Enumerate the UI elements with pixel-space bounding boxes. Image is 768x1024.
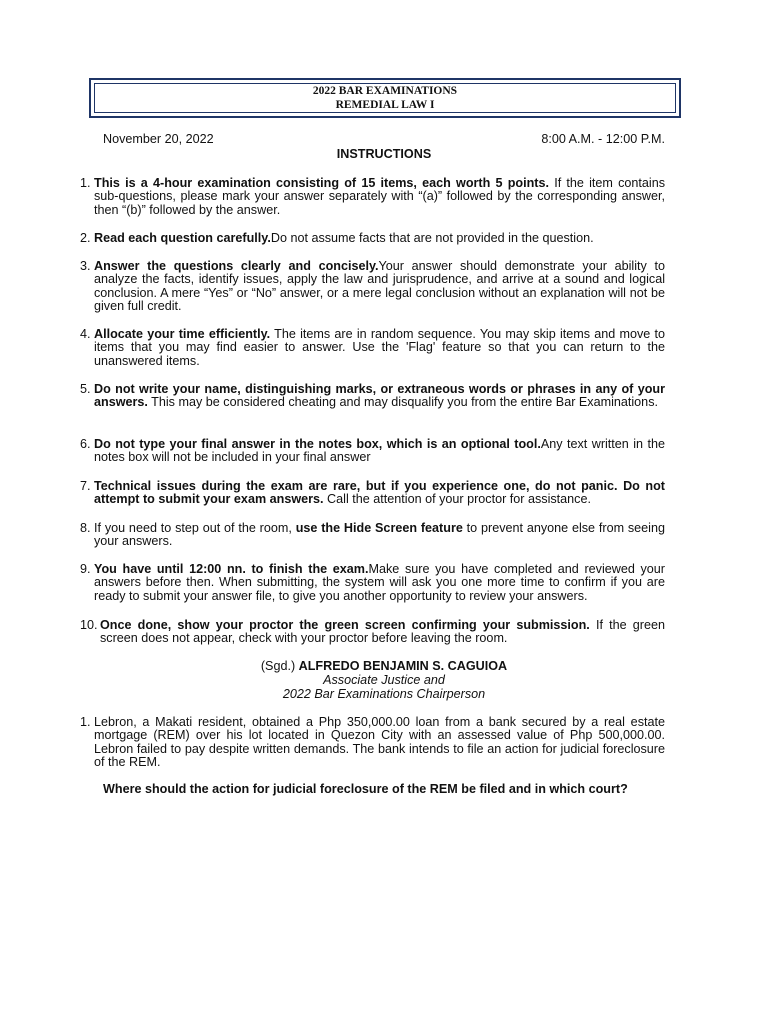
- item-number: 8.: [80, 521, 91, 535]
- item-number: 9.: [80, 562, 91, 576]
- item-text: The items are in random sequence. You may skip items and move to items that you may find easier to answer. Use the 'Flag' feature so that you can return to the unanswered items.: [94, 327, 665, 368]
- question-number: 1.: [80, 715, 91, 729]
- item-text: Any text written in the notes box will not be included in your final answer: [94, 437, 665, 465]
- instruction-item: [80, 328, 665, 368]
- signatory-title: Associate Justice and: [323, 673, 445, 687]
- signatory-name: ALFREDO BENJAMIN S. CAGUIOA: [298, 659, 508, 673]
- item-number: 1.: [80, 176, 91, 190]
- item-text: If the item contains sub-questions, please mark your answer separately with “(a)” followed by the corresponding answer, then “(b)” followed by the answer.: [94, 176, 666, 217]
- exam-time: 8:00 A.M. - 12:00 P.M.: [541, 132, 665, 146]
- item-emphasis: Answer the questions clearly and concisely.: [94, 259, 379, 273]
- item-text: Your answer should demonstrate your ability to analyze the facts, identify issues, apply the law and jurisprudence, and arrive at a sound and logical conclusion. A mere “Yes” or “No” answer, or a mere legal conclusion without an explanation will not be given full credit.: [94, 259, 665, 314]
- item-emphasis: This is a 4-hour examination consisting of 15 items, each worth 5 points.: [94, 176, 549, 190]
- item-emphasis: Read each question carefully.: [94, 231, 271, 245]
- item-number: 10.: [80, 618, 98, 632]
- item-emphasis: Allocate your time efficiently.: [94, 327, 271, 341]
- item-text: Do not assume facts that are not provided in the question.: [270, 231, 594, 245]
- item-text: Call the attention of your proctor for assistance.: [323, 492, 591, 507]
- instruction-item: [80, 522, 665, 549]
- question-prompt: Where should the action for judicial foreclosure of the REM be filed and in which court?: [103, 782, 628, 796]
- instruction-item: [80, 480, 665, 507]
- instruction-item: [80, 619, 665, 646]
- item-emphasis: use the Hide Screen feature: [295, 521, 463, 535]
- instruction-item: [80, 438, 665, 465]
- exam-subject: REMEDIAL LAW I: [335, 99, 435, 111]
- instructions-heading: INSTRUCTIONS: [336, 147, 432, 161]
- instruction-item: [80, 177, 665, 217]
- exam-date: November 20, 2022: [103, 132, 214, 146]
- signatory-position: 2022 Bar Examinations Chairperson: [282, 687, 486, 701]
- item-text: If the green screen does not appear, check with your proctor before leaving the room.: [100, 618, 665, 646]
- item-emphasis: Once done, show your proctor the green screen confirming your submission.: [100, 618, 590, 632]
- item-number: 4.: [80, 327, 91, 341]
- title-box: [89, 78, 681, 118]
- signatory-line: [0, 660, 768, 674]
- sgd-prefix: (Sgd.): [260, 659, 299, 673]
- item-emphasis: Technical issues during the exam are rare, but if you experience one, do not panic. Do not attempt to submit your exam answers.: [94, 479, 665, 507]
- item-emphasis: Do not type your final answer in the notes box, which is an optional tool.: [94, 437, 541, 451]
- item-emphasis: You have until 12:00 nn. to finish the exam.: [94, 562, 369, 576]
- item-number: 5.: [80, 382, 91, 396]
- exam-title: 2022 BAR EXAMINATIONS: [312, 85, 458, 97]
- item-text: Make sure you have completed and reviewed your answers before then. When submitting, the system will ask you one more time to confirm if you are ready to submit your answer file, to give you another opportunity to review your answers.: [94, 562, 665, 603]
- item-emphasis: Do not write your name, distinguishing marks, or extraneous words or phrases in any of your answers.: [94, 382, 665, 410]
- item-text: to prevent anyone else from seeing your answers.: [94, 521, 665, 549]
- instruction-item: [80, 260, 665, 314]
- instruction-item: [80, 383, 665, 410]
- item-number: 2.: [80, 231, 91, 245]
- item-text: If you need to step out of the room,: [94, 521, 296, 535]
- item-number: 7.: [80, 479, 91, 493]
- question-facts: Lebron, a Makati resident, obtained a Php 350,000.00 loan from a bank secured by a real estate mortgage (REM) over his lot located in Quezon City with an assessed value of Php 500,000.00. Lebron failed to pay despite written demands. The bank intends to file an action for judicial foreclosure of the REM.: [94, 715, 665, 770]
- item-number: 3.: [80, 259, 91, 273]
- instruction-item: [80, 563, 665, 603]
- item-text: This may be considered cheating and may disqualify you from the entire Bar Examinations.: [147, 395, 658, 410]
- item-number: 6.: [80, 437, 91, 451]
- instruction-item: [80, 232, 665, 245]
- question-item: [80, 716, 665, 770]
